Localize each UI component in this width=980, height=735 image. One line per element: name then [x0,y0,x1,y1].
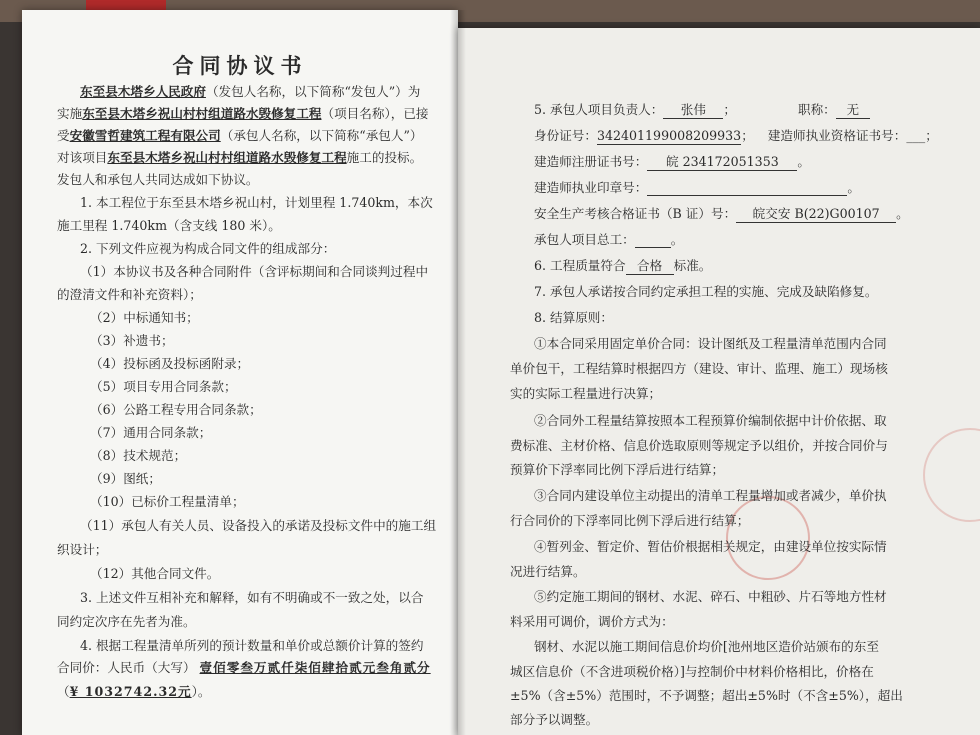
clause-line: （1）本协议书及各种合同附件（含评标期间和合同谈判过程中 [80,264,429,279]
clause-line: ②合同外工程量结算按照本工程预算价编制依据中计价依据、取 [534,413,887,428]
clause-line: 钢材、水泥以施工期间信息价均价[池州地区造价站颁布的东至 [534,639,879,654]
intro-text: （项目名称），已接 [321,106,429,121]
reg-value: 皖 234172051353 [647,154,797,171]
clause-line: 施工里程 1.740km（含支线 180 米）。 [57,218,281,233]
employer-name: 东至县木塔乡人民政府 [80,84,206,99]
field-label: 建造师注册证书号： [534,154,648,169]
book-spine [450,10,466,735]
clause-line: ⑤约定施工期间的钢材、水泥、碎石、中粗砂、片石等地方性材 [534,589,887,604]
official-seal [923,428,980,522]
price-words: 壹佰零叁万贰仟柒佰肆拾贰元叁角贰分 [199,660,431,675]
id-value: 342401199008209933 [596,128,742,143]
clause-line: 预算价下浮率同比例下浮后进行结算； [510,462,725,477]
safety-line [534,206,909,223]
pm-line [534,102,870,119]
clause-line: 部分予以调整。 [510,712,599,727]
price-words-line [57,660,431,676]
license-value: ___ [906,128,926,143]
intro-line-1 [80,84,420,100]
price-label: 合同价：人民币（大写） [57,660,196,675]
price-paren: ）。 [191,684,211,699]
quality-value: 合格 [626,258,674,275]
clause-line: 行合同价的下浮率同比例下浮后进行结算； [510,513,750,528]
intro-line-3 [57,128,423,144]
clause-line: （10）已标价工程量清单； [90,494,245,509]
clause-line: （5）项目专用合同条款； [90,379,237,394]
right-page [458,28,980,735]
clause-line: 4. 根据工程量清单所列的预计数量和单价或总额价计算的签约 [80,638,424,653]
clause-line: 的澄清文件和补充资料）； [57,287,202,302]
intro-text: 施工的投标。 [346,150,423,165]
clause-line: （7）通用合同条款； [90,425,212,440]
title-value: 无 [836,102,870,119]
clause-line: （9）图纸； [90,471,161,486]
pm-name: 张伟 [663,102,723,119]
field-label: 身份证号： [534,128,597,143]
clause-line: 1. 本工程位于东至县木塔乡祝山村，计划里程 1.740km，本次 [80,195,433,210]
intro-text: 对该项目 [57,150,108,165]
seal-value [647,181,847,196]
chief-value [635,233,671,248]
price-number-line [57,684,210,700]
field-label: 建造师执业印章号： [534,180,648,195]
clause-line: 况进行结算。 [510,564,586,579]
clause-line: 料采用可调价，调价方式为： [510,614,674,629]
clause-line: （8）技术规范； [90,448,187,463]
field-label: 6. 工程质量符合 [534,258,626,273]
field-sep: 标准。 [673,258,712,273]
intro-text: （发包人名称，以下简称“发包人”）为 [205,84,421,99]
official-seal [726,496,810,580]
clause-line: 费标准、主材价格、信息价选取原则等规定予以组价，并按合同价与 [510,438,888,453]
clause-line: ①本合同采用固定单价合同：设计图纸及工程量清单范围内合同 [534,336,887,351]
left-page [22,10,458,735]
clause-line: 2. 下列文件应视为构成合同文件的组成部分： [80,241,336,256]
chief-line [534,232,683,248]
clause-line: 单价包干，工程结算时根据四方（建设、审计、监理、施工）现场核 [510,361,888,376]
clause-line: ④暂列金、暂定价、暂估价根据相关规定，由建设单位按实际情 [534,539,887,554]
clause-line: 城区信息价（不含进项税价格）]与控制价中材料价格相比，价格在 [510,664,874,679]
clause-line: 3. 上述文件互相补充和解释，如有不明确或不一致之处，以合 [80,590,424,605]
clause-line: （6）公路工程专用合同条款； [90,402,262,417]
clause-line: 实的实际工程量进行决算； [510,386,662,401]
clause-line: （11）承包人有关人员、设备投入的承诺及投标文件中的施工组 [80,518,437,533]
field-sep: 。 [847,180,860,195]
price-paren: （ [57,684,70,699]
field-label: 安全生产考核合格证书（B 证）号： [534,206,737,221]
clause-line: （3）补遗书； [90,333,174,348]
clause-line: 织设计； [57,542,108,557]
field-label: 5. 承包人项目负责人： [534,102,664,117]
project-name: 东至县木塔乡祝山村村组道路水毁修复工程 [82,106,322,121]
safety-value: 皖交安 B(22)G00107 [736,206,896,223]
clause-line: ③合同内建设单位主动提出的清单工程量增加或者减少，单价执 [534,488,887,503]
intro-line-2 [57,106,429,122]
intro-text: 实施 [57,106,83,121]
contractor-name: 安徽雪哲建筑工程有限公司 [69,128,221,143]
intro-text: 受 [57,128,70,143]
clause-line: （12）其他合同文件。 [90,566,220,581]
id-line [534,128,938,145]
field-sep: ； [723,102,736,117]
field-sep: 。 [896,206,909,221]
field-label: 职称： [797,102,836,117]
clause-line: 8. 结算原则： [534,310,613,325]
intro-line-4 [57,150,422,166]
seal-line [534,180,860,196]
intro-line-5: 发包人和承包人共同达成如下协议。 [57,172,259,187]
clause-line: （2）中标通知书； [90,310,199,325]
clause-line: 7. 承包人承诺按合同约定承担工程的实施、完成及缺陷修复。 [534,284,878,299]
field-label: 建造师执业资格证书号： [767,128,907,143]
price-number: ¥ 1032742.32元 [69,684,192,699]
document-title: 合同协议书 [172,54,308,78]
quality-line [534,258,711,275]
reg-line [534,154,810,171]
project-name-2: 东至县木塔乡祝山村村组道路水毁修复工程 [107,150,347,165]
clause-line: （4）投标函及投标函附录； [90,356,250,371]
field-sep: ； [925,128,938,143]
intro-text: （承包人名称，以下简称“承包人”） [220,128,423,143]
field-sep: ； [741,128,754,143]
field-sep: 。 [670,232,684,247]
field-label: 承包人项目总工： [534,232,635,247]
field-sep: 。 [797,154,810,169]
clause-line: 同约定次序在先者为准。 [57,614,196,629]
clause-line: ±5%（含±5%）范围时，不予调整；超出±5%时（不含±5%），超出 [510,688,903,703]
